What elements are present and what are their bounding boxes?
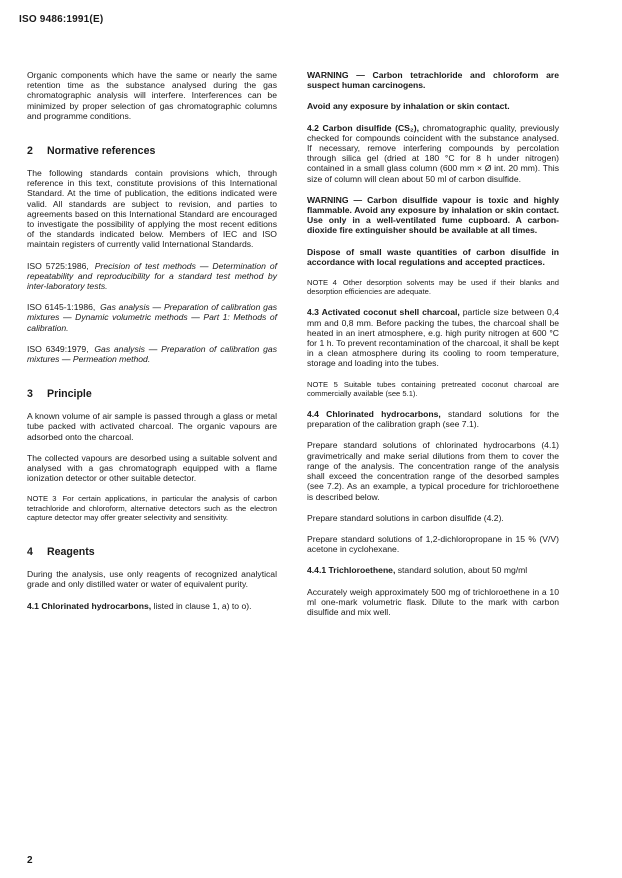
subclause-4-4: 4.4 Chlorinated hydrocarbons, standard solutions for the preparation of the calibration graph (see 7.1).	[307, 409, 560, 430]
warning-carcinogens: WARNING — Carbon tetrachloride and chloroform are suspect human carcinogens.	[307, 70, 559, 91]
principle-paragraph-1: A known volume of air sample is passed through a glass or metal tube packed with activated charcoal. The organic vapours are adsorbed onto the charcoal.	[27, 411, 277, 442]
note-3: NOTE 3 For certain applications, in particular the analysis of carbon tetrachloride and chloroform, alternative detectors such as the electron capture detector may offer greater selectivity and sensitivity.	[27, 494, 277, 522]
section-heading-normative-references: 2 Normative references	[27, 145, 156, 158]
right-column	[307, 70, 559, 628]
subclause-4-4-paragraph-2: Prepare standard solutions in carbon disulfide (4.2).	[307, 512, 504, 523]
warning-avoid-exposure: Avoid any exposure by inhalation or skin contact.	[307, 101, 510, 112]
section-heading-principle: 3 Principle	[27, 388, 92, 401]
subclause-4-1: 4.1 Chlorinated hydrocarbons, listed in clause 1, a) to o).	[27, 600, 252, 611]
page-number: 2	[27, 855, 33, 866]
reference-item: ISO 6145-1:1986, Gas analysis — Preparation of calibration gas mixtures — Dynamic volumetric methods — Part 1: Methods of calibration.	[27, 302, 278, 333]
reference-item: ISO 5725:1986, Precision of test methods — Determination of repeatability and reproducibility for a standard test method by inter-laboratory tests.	[27, 260, 277, 292]
subclause-4-3: 4.3 Activated coconut shell charcoal, particle size between 0,4 mm and 0,8 mm. Before packing the tubes, the charcoal shall be heated in an inert atmosphere, e.g. high purity nitrogen at 600 °C for 1 h. To prevent recontamination of the charcoal, it shall be kept in a clean atmosphere during its cooling to room temperature, storage and loading into the tubes.	[307, 307, 560, 369]
reference-item: ISO 6349:1979, Gas analysis — Preparation of calibration gas mixtures — Permeation method.	[27, 343, 278, 365]
disposal-instruction: Dispose of small waste quantities of carbon disulfide in accordance with local regulations and accepted practices.	[307, 246, 559, 267]
subclause-4-4-1-paragraph: Accurately weigh approximately 500 mg of trichloroethene in a 10 ml one-mark volumetric flask. Dilute to the mark with carbon disulfide and mix well.	[307, 586, 559, 617]
section-heading-reagents: 4 Reagents	[27, 546, 95, 559]
subclause-4-2: 4.2 Carbon disulfide (CS₂), chromatographic quality, previously checked for compounds coincident with the substance analysed. If necessary, remove interfering compounds by percolation through silica gel (dried at 180 °C for 8 h under nitrogen) contained in a small glass column (600 mm × Ø int. 20 mm). This size of column will clean about 50 ml of carbon disulfide.	[307, 122, 559, 184]
principle-paragraph-2: The collected vapours are desorbed using a suitable solvent and analysed with a gas chromatograph equipped with a flame ionization detector or other suitable detector.	[27, 452, 277, 484]
note-5: NOTE 5 Suitable tubes containing pretreated coconut charcoal are commercially available (see 5.1).	[307, 379, 559, 398]
subclause-4-4-1: 4.4.1 Trichloroethene, standard solution, about 50 mg/ml	[307, 565, 528, 576]
normative-references-body: The following standards contain provisions which, through reference in this text, constitute provisions of this International Standard. At the time of publication, the editions indicated were valid. All standards are subject to revision, and parties to agreements based on this International Standard are encouraged to investigate the possibility of applying the most recent editions of the standards indicated below. Members of IEC and ISO maintain registers of currently valid International Standards.	[27, 168, 277, 250]
reagents-paragraph: During the analysis, use only reagents of recognized analytical grade and only distilled water or water of equivalent purity.	[27, 569, 277, 590]
intro-paragraph: Organic components which have the same or nearly the same retention time as the substance analysed during the gas chromatographic analysis will interfere. Interferences can be minimized by proper selection of gas chromatographic columns and programme conditions.	[27, 70, 277, 121]
subclause-4-4-paragraph-1: Prepare standard solutions of chlorinated hydrocarbons (4.1) gravimetrically and make serial dilutions from them to cover the range of the analysis. The concentration range of the analysis shall exceed the concentration range of the desorbed samples (see 7.2). As an example, a typical procedure for trichloroethene is described below.	[307, 440, 559, 502]
document-header: ISO 9486:1991(E)	[19, 14, 104, 25]
warning-carbon-disulfide: WARNING — Carbon disulfide vapour is toxic and highly flammable. Avoid any exposure by inhalation or skin contact. Use only in a well-ventilated fume cupboard. A carbon-dioxide fire extinguisher should be available at all times.	[307, 194, 559, 236]
left-column	[27, 70, 277, 622]
subclause-4-4-paragraph-3: Prepare standard solutions of 1,2-dichloropropane in 15 % (V/V) acetone in cyclohexane.	[307, 533, 559, 555]
note-4: NOTE 4 Other desorption solvents may be used if their blanks and desorption efficiencies are adequate.	[307, 278, 560, 297]
